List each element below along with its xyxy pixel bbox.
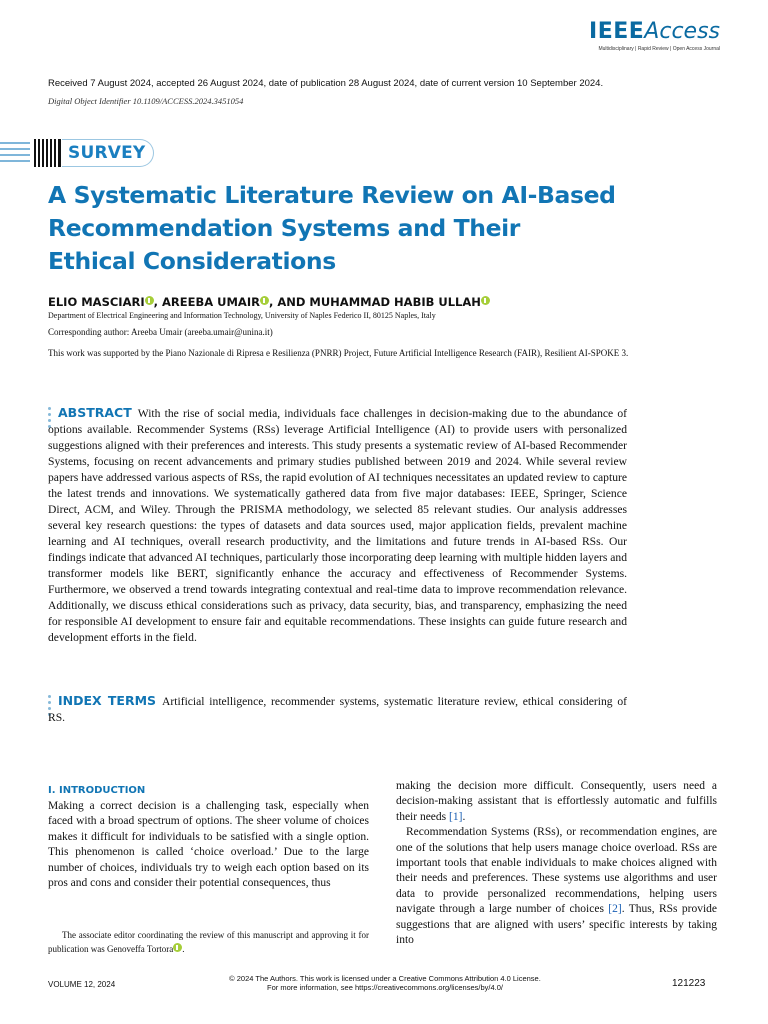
volume-label: VOLUME 12, 2024 [48,980,116,989]
paragraph-text: . Thus, RSs provide suggestions that are aligned with users’ specific interests by taking into [396,903,717,947]
author-list [48,295,490,309]
section-heading: I. INTRODUCTION [48,785,146,796]
abstract [48,405,627,646]
orcid-icon[interactable] [260,296,269,305]
paragraph-text: making the decision more difficult. Consequently, users need a decision-making assistant that is effortlessly automatic and fulfills their needs [396,780,717,823]
funding-statement: This work was supported by the Piano Nazionale di Ripresa e Resilienza (PNRR) Project, Future Artificial Intelligence Research (FAIR), Resilient AI-SPOKE 3. [48,348,629,358]
paragraph-text: Recommendation Systems (RSs), or recommendation engines, are one of the solutions that help users manage choice overload. RSs are important tools that enable individuals to make choices aligned with their needs and preferences. These systems use algorithms and user data to provide personalized recommendations, helping users navigate through a large number of choices [396,826,717,916]
logo-tagline: Multidisciplinary | Rapid Review | Open Access Journal [598,46,720,52]
body-column-right [396,779,717,948]
logo-ieee: IEEE [589,19,645,44]
editor-footnote [48,928,369,956]
author-name: ELIO MASCIARI [48,295,145,309]
page-number: 121223 [672,978,706,989]
orcid-icon[interactable] [481,296,490,305]
received-dates: Received 7 August 2024, accepted 26 August 2024, date of publication 28 August 2024, date of current version 10 September 2024. [48,78,604,89]
journal-logo [560,20,720,52]
paragraph [396,779,717,825]
doi-line: Digital Object Identifier 10.1109/ACCESS.2024.3451054 [48,96,244,106]
abstract-text: With the rise of social media, individuals face challenges in decision-making due to the abundance of options available. Recommender Systems (RSs) leverage Artificial Intelligence (AI) to provide users with personalized suggestions aligned with their preferences and interests. This study presents a systematic review of AI-based Recommender Systems, focusing on recent advancements and primary studies published between 2019 and 2024. While several review papers have addressed various aspects of RSs, the rapid evolution of AI techniques necessitates an updated review to capture the latest trends and innovations. We systematically gathered data from five major databases: IEEE, Springer, Science Direct, ACM, and Wiley. Through the PRISMA methodology, we selected 85 relevant studies. Our analysis addresses several key research questions: the types of datasets and data sources used, major application fields, prevalent machine learning and AI techniques, overall research productivity, and the limitations and future trends in AI-based RSs. Our findings indicate that advanced AI techniques, particularly those incorporating deep learning with multiple hidden layers and transformer models like BERT, significantly enhance the accuracy and effectiveness of Recommender Systems. Furthermore, we observed a trend towards integrating contextual and real-time data to improve recommendation relevance. Additionally, we discuss ethical considerations such as privacy, data security, bias, and transparency, emphasizing the need for responsible AI development to ensure fair and equitable recommendations. These insights can guide future research and development efforts in the field. [48,407,627,644]
paper-title [48,179,616,278]
stripes-decoration [0,139,64,167]
license-line: © 2024 The Authors. This work is licensed under a Creative Commons Attribution 4.0 License. [229,974,541,983]
orcid-icon[interactable] [145,296,154,305]
abstract-label: ABSTRACT [58,405,132,420]
paragraph [396,825,717,948]
author-name: , AND MUHAMMAD HABIB ULLAH [268,295,481,309]
index-terms [48,693,627,726]
logo-access: Access [644,19,720,44]
title-line: Recommendation Systems and Their [48,214,520,242]
index-terms-label: INDEX TERMS [58,693,157,708]
citation-link[interactable]: [2] [608,903,622,916]
footnote-content: The associate editor coordinating the review of this manuscript and approving it for publication was Genoveffa Tortora [48,930,369,954]
affiliation: Department of Electrical Engineering and Information Technology, University of Naples Federico II, 80125 Naples, Italy [48,311,436,320]
paragraph-text: . [462,810,466,823]
title-line: Ethical Considerations [48,247,336,275]
citation-link[interactable]: [1] [449,810,463,823]
footnote-text: The associate editor coordinating the review of this manuscript and approving it for publication was Genoveffa Tortora . [48,930,369,954]
corresponding-author: Corresponding author: Areeba Umair (areeba.umair@unina.it) [48,327,273,337]
title-line: A Systematic Literature Review on AI-Based [48,181,616,209]
license-notice [200,974,570,992]
journal-logo-text [560,20,720,44]
orcid-icon[interactable] [173,943,182,952]
body-column-left: Making a correct decision is a challenging task, especially when faced with a broad spectrum of options. The sheer volume of choices makes it difficult for individuals to be satisfied with a single option. This phenomenon is called ‘choice overload.’ Due to the large number of choices, individuals try to weigh each option based on its pros and cons and consider their potential consequences, thus [48,800,369,890]
index-terms-text: Artificial intelligence, recommender systems, systematic literature review, ethical considering of RS. [48,695,627,724]
author-name: , AREEBA UMAIR [153,295,260,309]
license-link[interactable]: For more information, see https://creativecommons.org/licenses/by/4.0/ [267,983,503,992]
article-type-label: SURVEY [68,143,146,163]
